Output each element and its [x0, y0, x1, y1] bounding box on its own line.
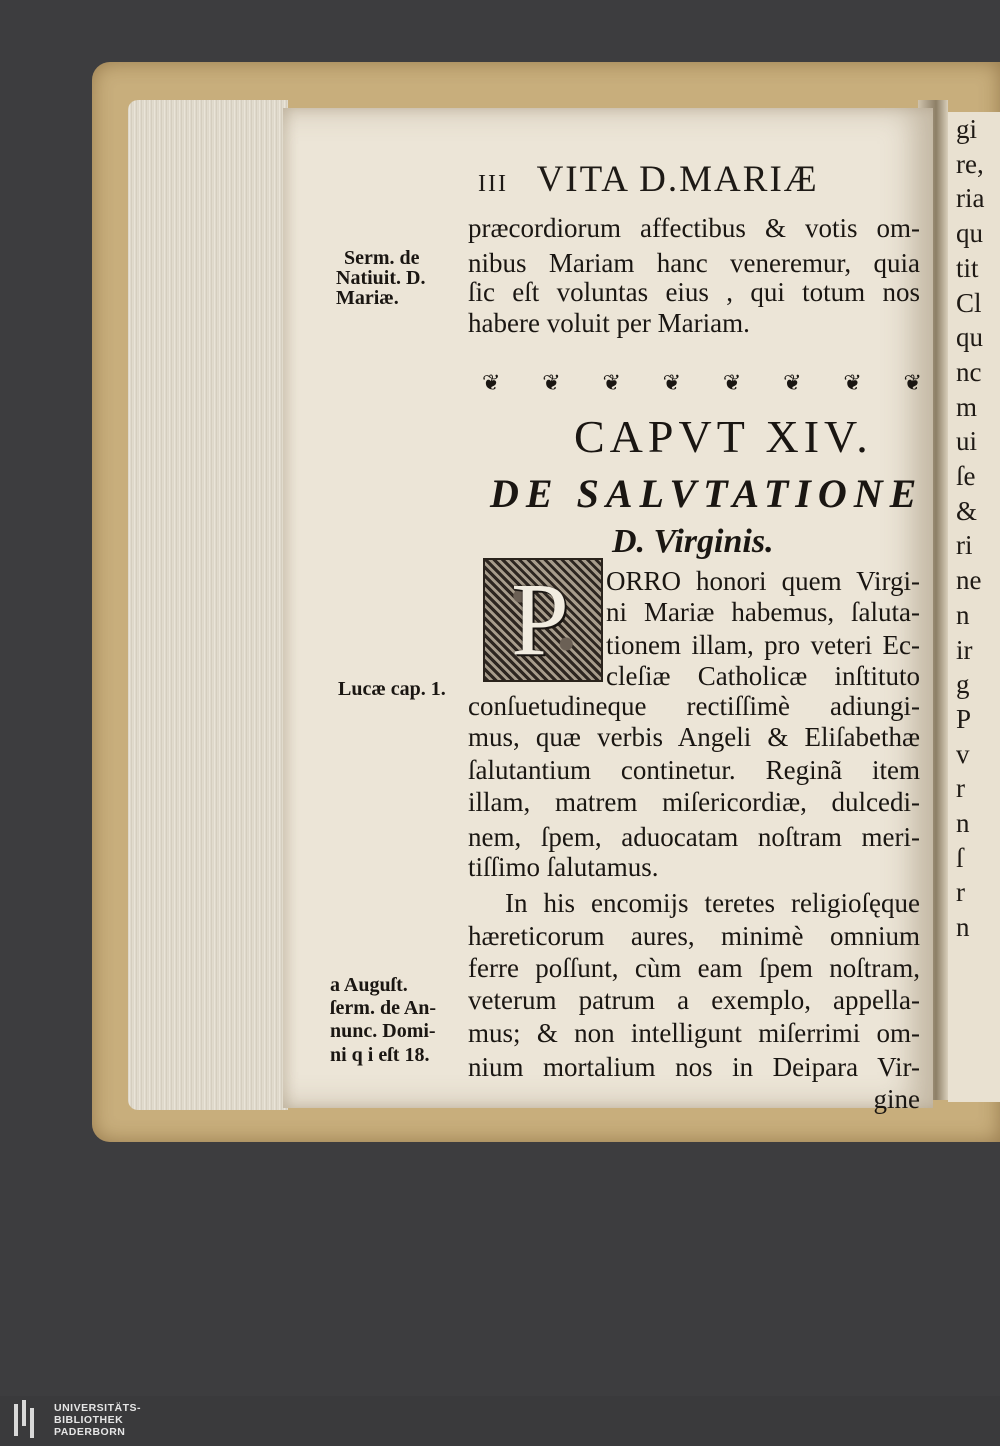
text-line: præcordiorum affectibus & votis om-: [468, 213, 920, 243]
margin-note: Mariæ.: [336, 287, 399, 309]
margin-note: a Auguſt.: [330, 974, 408, 996]
fragment-text: Cl: [956, 287, 982, 318]
ornament-icon: ❦: [783, 370, 802, 395]
fragment-text: &: [956, 495, 978, 526]
text-line: veterum patrum a exemplo, appella-: [468, 985, 920, 1015]
fragment-text: ſ: [956, 842, 964, 873]
ornament-icon: ❦: [482, 370, 501, 395]
fragment-text: ria: [956, 183, 985, 214]
fragment-text: ſe: [956, 461, 976, 492]
fragment-text: r: [956, 773, 965, 804]
margin-note: ſerm. de An-: [330, 997, 437, 1019]
text-line: mus, quæ verbis Angeli & Eliſabethæ: [468, 722, 920, 752]
page-edges: [128, 100, 288, 1110]
text-line: mus; & non intelligunt miſerrimi om-: [468, 1018, 920, 1048]
running-title: VITA D.MARIÆ: [536, 159, 819, 200]
text-line: tiſſimo ſalutamus.: [468, 852, 659, 882]
text-line: habere voluit per Mariam.: [468, 308, 750, 338]
chapter-title: CAPVT XIV.: [574, 411, 873, 462]
text-line: ſic eſt voluntas eius , qui totum nos: [468, 277, 920, 307]
fragment-text: gi: [956, 114, 978, 144]
fragment-text: tit: [956, 252, 979, 283]
text-line: tionem illam, pro veteri Ec-: [606, 630, 920, 660]
library-logo-text: UNIVERSITÄTS- BIBLIOTHEK PADERBORN: [54, 1402, 142, 1438]
margin-note: Serm. de: [344, 247, 420, 269]
library-logo: [14, 1400, 141, 1440]
library-logo-icon: [14, 1400, 44, 1440]
fragment-text: ui: [956, 426, 978, 457]
ornament-icon: ❦: [542, 370, 561, 395]
text-line: ſalutantium continetur. Reginã item: [468, 755, 920, 785]
text-line: ORRO honori quem Virgi-: [606, 566, 920, 596]
text-line: hæreticorum aures, minimè omnium: [468, 921, 920, 951]
fragment-text: n: [956, 912, 970, 943]
ornament-icon: ❦: [722, 370, 742, 395]
margin-note: Natiuit. D.: [336, 267, 426, 289]
fragment-text: v: [956, 738, 970, 769]
fragment-text: re,: [956, 148, 984, 179]
text-line: ni Mariæ habemus, ſaluta-: [606, 597, 920, 627]
fragment-text: ir: [956, 634, 973, 665]
ornament-icon: ❦: [843, 370, 862, 395]
text-line: nibus Mariam hanc veneremur, quia: [468, 248, 920, 278]
fragment-text: nc: [956, 356, 982, 387]
catchword: gine: [873, 1084, 920, 1114]
running-header: [478, 158, 819, 201]
text-line: cleſiæ Catholicæ inſtituto: [606, 661, 920, 691]
chapter-subtitle: DE SALVTATIONE: [490, 471, 924, 516]
fragment-text: P: [956, 703, 972, 734]
text-line: nem, ſpem, aduocatam noſtram meri-: [468, 822, 920, 852]
fragment-text: qu: [956, 322, 983, 353]
fragment-text: m: [956, 391, 978, 422]
ornament-icon: ❦: [662, 370, 682, 395]
text-line: ferre poſſunt, cùm eam ſpem noſtram,: [468, 953, 920, 983]
ornament-icon: ❦: [602, 370, 621, 395]
margin-note: ni q i eſt 18.: [330, 1044, 430, 1066]
fragment-text: r: [956, 877, 965, 908]
margin-note: nunc. Domi-: [330, 1020, 436, 1042]
page-number: III: [478, 171, 508, 197]
fragment-text: ri: [956, 530, 973, 561]
text-line: illam, matrem miſericordiæ, dulcedi-: [468, 787, 920, 817]
initial-letter: P: [511, 562, 569, 677]
text-line: nium mortalium nos in Deipara Vir-: [468, 1052, 920, 1082]
fragment-text: g: [956, 669, 970, 700]
right-page-fragment: [948, 112, 1000, 1102]
margin-note: Lucæ cap. 1.: [338, 678, 446, 700]
fragment-text: n: [956, 808, 970, 839]
text-line: In his encomijs teretes religioſęque: [505, 888, 920, 918]
fragment-text: ne: [956, 565, 982, 596]
decorated-initial: [483, 558, 603, 682]
fragment-text: n: [956, 599, 970, 630]
text-line: conſuetudineque rectiſſimè adiungi-: [468, 691, 920, 721]
ornamental-band: [482, 370, 922, 396]
chapter-subtitle-2: D. Virginis.: [612, 523, 774, 560]
fragment-text: qu: [956, 218, 983, 249]
ornament-icon: ❦: [903, 370, 922, 395]
